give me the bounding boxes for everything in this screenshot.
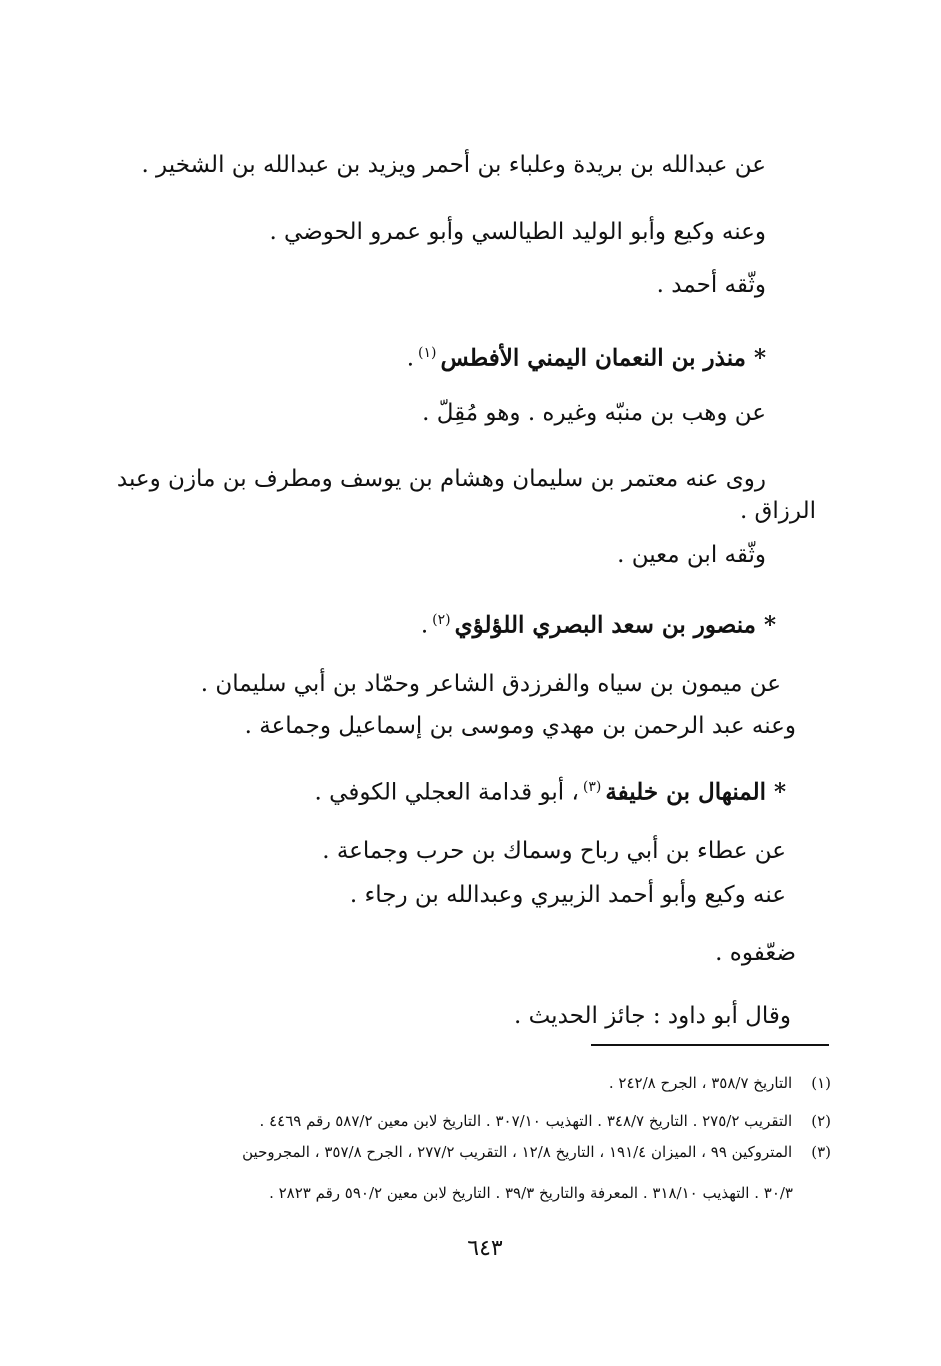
text-line: عن عبدالله بن بريدة وعلباء بن أحمر ويزيد بن عبدالله بن الشخير . [141,152,766,178]
text-line: الرزاق . [739,498,816,524]
text-line: وقال أبو داود : جائز الحديث . [513,1003,791,1029]
text-line: وثّقه أحمد . [656,272,766,298]
footnote-ref: (١) [418,345,437,361]
entry-tail: . [420,612,429,639]
footnote-text: المتروكين ٩٩ ، الميزان ١٩١/٤ ، التاريخ ١٢/٨ ، التقريب ٢٧٧/٢ ، الجرح ٣٥٧/٨ ، المجروحين [242,1143,793,1161]
entry-heading [315,772,786,808]
entry-name: * منذر بن النعمان اليمني الأفطس [440,344,766,372]
text-line: وثّقه ابن معين . [617,542,766,568]
page-number: ٦٤٣ [467,1236,503,1261]
footnote [242,1141,831,1163]
entry-name: * منصور بن سعد البصري اللؤلؤي [454,611,776,639]
footnote-number: (١) [811,1074,831,1092]
footnote-number: (٢) [811,1112,831,1130]
text-line: عن ميمون بن سياه والفرزدق الشاعر وحمّاد بن أبي سليمان . [200,671,781,697]
footnote-text: ٣٠/٣ . التهذيب ٣١٨/١٠ . المعرفة والتاريخ ٣٩/٣ . التاريخ لابن معين ٥٩٠/٢ رقم ٢٨٢٣ . [269,1184,793,1202]
entry-name: * المنهال بن خليفة [605,778,786,806]
footnote-text: التاريخ ٣٥٨/٧ ، الجرح ٢٤٢/٨ . [608,1074,793,1092]
text-line: عن عطاء بن أبي رباح وسماك بن حرب وجماعة . [322,838,786,864]
footnote-divider [591,1044,829,1046]
entry-heading [421,605,776,641]
text-line: عنه وكيع وأبو أحمد الزبيري وعبدالله بن رجاء . [349,882,786,908]
text-line: ضعّفوه . [715,940,796,966]
text-line: روى عنه معتمر بن سليمان وهشام بن يوسف ومطرف بن مازن وعبد [116,466,766,492]
footnote [609,1072,831,1094]
text-line: عن وهب بن منبّه وغيره . وهو مُقِلّ . [422,400,766,426]
text-line: وعنه عبد الرحمن بن مهدي وموسى بن إسماعيل وجماعة . [244,713,796,739]
footnote [260,1110,831,1132]
footnote-number: (٣) [811,1143,831,1161]
footnote-text: التقريب ٢٧٥/٢ . التاريخ ٣٤٨/٧ . التهذيب ٣٠٧/١٠ . التاريخ لابن معين ٥٨٧/٢ رقم ٤٤٦٩ . [259,1112,793,1130]
entry-heading [407,338,766,374]
entry-tail: . [406,345,415,372]
text-line: وعنه وكيع وأبو الوليد الطيالسي وأبو عمرو الحوضي . [269,219,766,245]
footnote-ref: (٢) [432,612,451,628]
entry-tail: ، أبو قدامة العجلي الكوفي . [314,779,579,806]
footnote-ref: (٣) [582,779,602,795]
footnote-continuation [269,1182,793,1204]
